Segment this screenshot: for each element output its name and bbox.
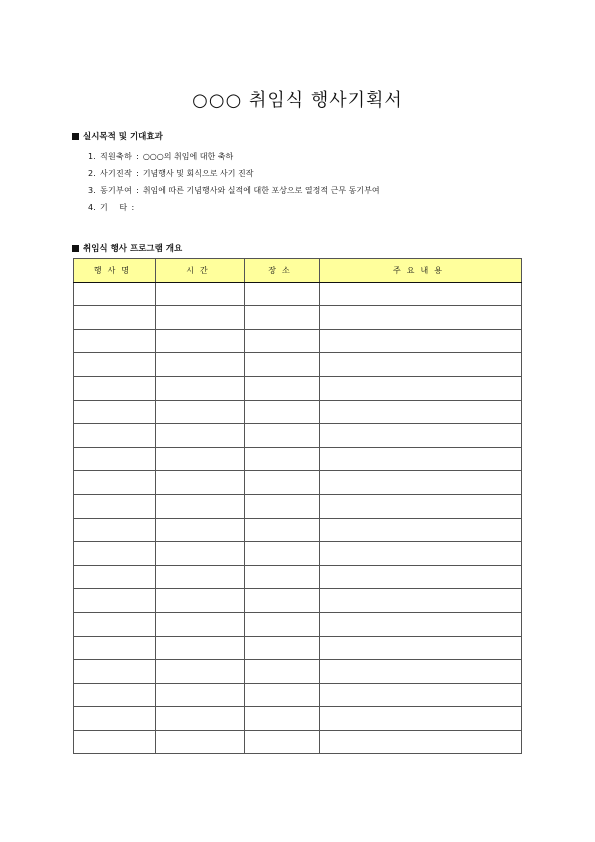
cell-time[interactable]	[156, 282, 245, 306]
table-row	[74, 471, 522, 495]
item-label: 사기진작	[100, 169, 133, 178]
cell-place[interactable]	[245, 282, 320, 306]
cell-main-content[interactable]	[320, 400, 522, 424]
table-row	[74, 447, 522, 471]
purpose-list	[88, 148, 380, 216]
cell-main-content[interactable]	[320, 329, 522, 353]
cell-place[interactable]	[245, 707, 320, 731]
cell-event-name[interactable]	[74, 329, 156, 353]
purpose-heading-text: 실시목적 및 기대효과	[83, 132, 163, 142]
column-header-place: 장소	[245, 259, 320, 283]
cell-main-content[interactable]	[320, 282, 522, 306]
cell-place[interactable]	[245, 494, 320, 518]
cell-time[interactable]	[156, 376, 245, 400]
cell-place[interactable]	[245, 589, 320, 613]
table-row	[74, 494, 522, 518]
cell-place[interactable]	[245, 518, 320, 542]
cell-time[interactable]	[156, 471, 245, 495]
cell-time[interactable]	[156, 683, 245, 707]
item-number: 2.	[88, 169, 96, 178]
cell-place[interactable]	[245, 447, 320, 471]
cell-time[interactable]	[156, 329, 245, 353]
cell-place[interactable]	[245, 730, 320, 754]
table-row	[74, 707, 522, 731]
item-text: ○○○의 취임에 대한 축하	[142, 152, 234, 161]
item-number: 4.	[88, 203, 96, 212]
table-row	[74, 683, 522, 707]
cell-time[interactable]	[156, 565, 245, 589]
cell-place[interactable]	[245, 353, 320, 377]
cell-event-name[interactable]	[74, 353, 156, 377]
cell-main-content[interactable]	[320, 424, 522, 448]
table-row	[74, 542, 522, 566]
item-separator: :	[131, 203, 135, 212]
cell-main-content[interactable]	[320, 707, 522, 731]
program-table	[73, 258, 522, 754]
cell-time[interactable]	[156, 518, 245, 542]
cell-event-name[interactable]	[74, 494, 156, 518]
table-row	[74, 329, 522, 353]
cell-time[interactable]	[156, 636, 245, 660]
cell-place[interactable]	[245, 565, 320, 589]
cell-event-name[interactable]	[74, 660, 156, 684]
table-row	[74, 660, 522, 684]
cell-event-name[interactable]	[74, 612, 156, 636]
purpose-item	[88, 165, 380, 182]
cell-main-content[interactable]	[320, 376, 522, 400]
cell-event-name[interactable]	[74, 424, 156, 448]
cell-main-content[interactable]	[320, 636, 522, 660]
cell-main-content[interactable]	[320, 683, 522, 707]
item-text: 취임에 따른 기념행사와 실적에 대한 포상으로 열정적 근무 동기부여	[142, 186, 380, 195]
table-row	[74, 424, 522, 448]
cell-main-content[interactable]	[320, 565, 522, 589]
cell-main-content[interactable]	[320, 518, 522, 542]
cell-time[interactable]	[156, 589, 245, 613]
table-row	[74, 376, 522, 400]
cell-place[interactable]	[245, 376, 320, 400]
cell-time[interactable]	[156, 730, 245, 754]
item-number: 3.	[88, 186, 96, 195]
cell-event-name[interactable]	[74, 400, 156, 424]
cell-event-name[interactable]	[74, 589, 156, 613]
cell-event-name[interactable]	[74, 376, 156, 400]
cell-event-name[interactable]	[74, 447, 156, 471]
program-heading-text: 취임식 행사 프로그램 개요	[83, 244, 183, 254]
column-header-main-content: 주요내용	[320, 259, 522, 283]
cell-event-name[interactable]	[74, 306, 156, 330]
table-row	[74, 730, 522, 754]
cell-place[interactable]	[245, 612, 320, 636]
cell-place[interactable]	[245, 329, 320, 353]
cell-main-content[interactable]	[320, 589, 522, 613]
table-row	[74, 636, 522, 660]
cell-event-name[interactable]	[74, 565, 156, 589]
cell-event-name[interactable]	[74, 730, 156, 754]
cell-event-name[interactable]	[74, 471, 156, 495]
cell-time[interactable]	[156, 612, 245, 636]
cell-time[interactable]	[156, 447, 245, 471]
item-separator: :	[136, 169, 139, 178]
cell-main-content[interactable]	[320, 660, 522, 684]
item-separator: :	[136, 186, 139, 195]
table-row	[74, 306, 522, 330]
item-number: 1.	[88, 152, 96, 161]
cell-event-name[interactable]	[74, 707, 156, 731]
table-row	[74, 612, 522, 636]
table-row	[74, 353, 522, 377]
purpose-item	[88, 199, 380, 216]
program-table-body	[74, 282, 522, 754]
program-section-heading	[72, 242, 182, 254]
cell-time[interactable]	[156, 400, 245, 424]
cell-place[interactable]	[245, 660, 320, 684]
cell-time[interactable]	[156, 424, 245, 448]
cell-main-content[interactable]	[320, 612, 522, 636]
purpose-item	[88, 182, 380, 199]
item-separator: :	[136, 152, 139, 161]
cell-time[interactable]	[156, 353, 245, 377]
cell-time[interactable]	[156, 660, 245, 684]
cell-place[interactable]	[245, 636, 320, 660]
cell-main-content[interactable]	[320, 730, 522, 754]
cell-main-content[interactable]	[320, 494, 522, 518]
purpose-item	[88, 148, 380, 165]
document-title: ○○○ 취임식 행사기획서	[192, 90, 403, 111]
cell-time[interactable]	[156, 306, 245, 330]
cell-event-name[interactable]	[74, 683, 156, 707]
cell-place[interactable]	[245, 424, 320, 448]
cell-time[interactable]	[156, 542, 245, 566]
table-header-row	[74, 259, 522, 283]
cell-main-content[interactable]	[320, 306, 522, 330]
purpose-section-heading	[72, 130, 163, 142]
cell-place[interactable]	[245, 471, 320, 495]
table-row	[74, 400, 522, 424]
cell-time[interactable]	[156, 494, 245, 518]
column-header-time: 시간	[156, 259, 245, 283]
cell-time[interactable]	[156, 707, 245, 731]
cell-place[interactable]	[245, 400, 320, 424]
square-bullet-icon	[72, 133, 79, 140]
cell-event-name[interactable]	[74, 636, 156, 660]
cell-event-name[interactable]	[74, 518, 156, 542]
square-bullet-icon	[72, 245, 79, 252]
table-row	[74, 589, 522, 613]
item-text: 기념행사 및 회식으로 사기 진작	[142, 169, 254, 178]
table-row	[74, 565, 522, 589]
table-row	[74, 518, 522, 542]
table-row	[74, 282, 522, 306]
item-label: 직원축하	[100, 152, 133, 161]
cell-main-content[interactable]	[320, 447, 522, 471]
cell-place[interactable]	[245, 683, 320, 707]
cell-event-name[interactable]	[74, 282, 156, 306]
item-label: 동기부여	[100, 186, 133, 195]
cell-event-name[interactable]	[74, 542, 156, 566]
cell-main-content[interactable]	[320, 353, 522, 377]
cell-main-content[interactable]	[320, 471, 522, 495]
cell-main-content[interactable]	[320, 542, 522, 566]
item-label: 기 타	[100, 203, 128, 212]
cell-place[interactable]	[245, 542, 320, 566]
column-header-event-name: 행사명	[74, 259, 156, 283]
cell-place[interactable]	[245, 306, 320, 330]
